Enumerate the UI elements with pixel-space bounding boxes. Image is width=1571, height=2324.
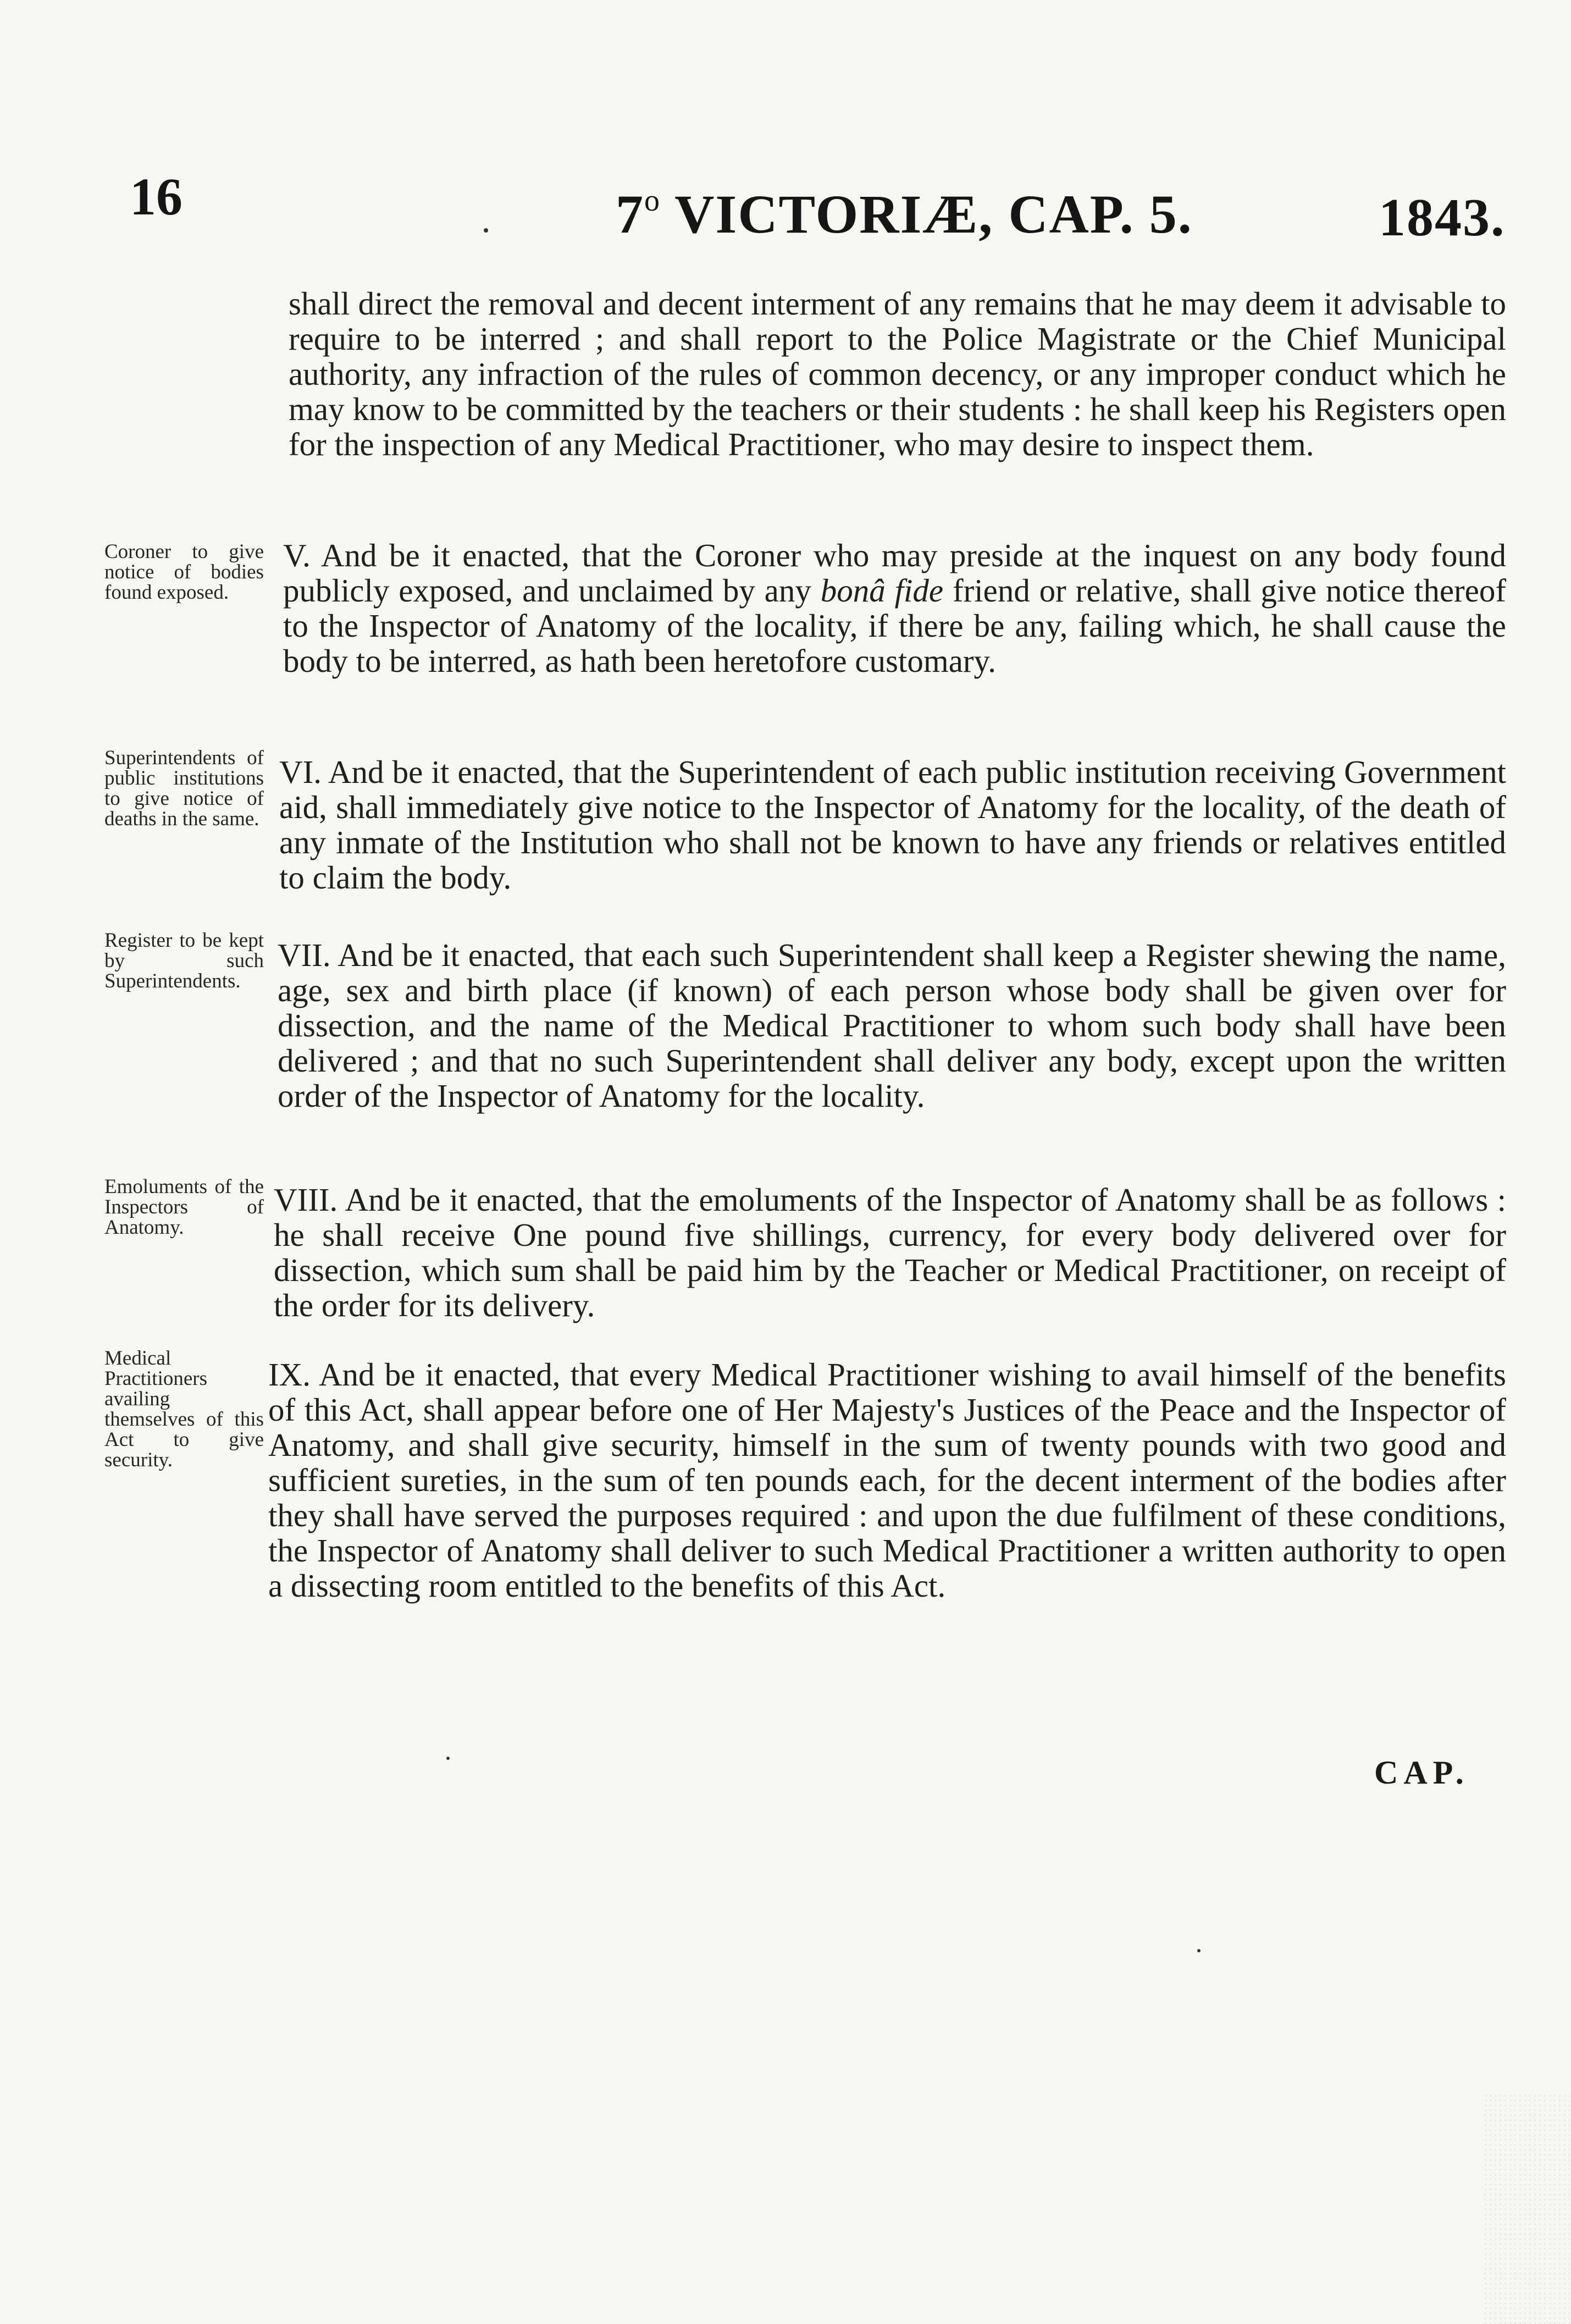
ink-speck — [484, 228, 488, 233]
section-v-italic: bonâ fide — [820, 572, 944, 609]
running-title — [616, 183, 1193, 246]
section-viii-paragraph: VIII. And be it enacted, that the emoluments of the Inspector of Anatomy shall be as follows : he shall receive One pound five shillings, currency, for every body delivered over for dissection, which sum shall be paid him by the Teacher or Medical Practitioner, on receipt of the order for its delivery. — [274, 1182, 1506, 1323]
title-superscript: o — [644, 184, 661, 218]
margin-note-vii: Register to be kept by such Superintendents. — [104, 929, 264, 992]
page-number: 16 — [130, 167, 182, 226]
continuation-paragraph: shall direct the removal and decent interment of any remains that he may deem it advisable to require to be interred ; and shall report to the Police Magistrate or the Chief Municipal authority, any infraction of the rules of common decency, or any improper conduct which he may know to be committed by the teachers or their students : he shall keep his Registers open for the inspection of any Medical Practitioner, who may desire to inspect them. — [289, 285, 1506, 462]
section-vii-paragraph: VII. And be it enacted, that each such Superintendent shall keep a Register shewing the name, age, sex and birth place (if known) of each person whose body shall be given over for dissection, and the name of the Medical Practitioner to whom such body shall have been delivered ; and that no such Superintendent shall deliver any body, except upon the written order of the Inspector of Anatomy for the locality. — [278, 937, 1506, 1114]
section-v-paragraph — [283, 538, 1506, 678]
margin-note-vi: Superintendents of public institutions to give notice of deaths in the same. — [104, 747, 264, 830]
catchword: CAP. — [1374, 1754, 1469, 1791]
running-year: 1843. — [1379, 188, 1506, 247]
section-ix-paragraph: IX. And be it enacted, that every Medical Practitioner wishing to avail himself of the benefits of this Act, shall appear before one of Her Majesty's Justices of the Peace and the Inspector of Anatomy, and shall give security, himself in the sum of twenty pounds with two good and sufficient sureties, in the sum of ten pounds each, for the decent interment of the bodies after they shall have served the purposes required : and upon the due fulfilment of these conditions, the Inspector of Anatomy shall deliver to such Medical Practitioner a written authority to open a dissecting room entitled to the benefits of this Act. — [268, 1356, 1506, 1604]
section-v-text-a: V. And be it enacted, that the Coroner who may preside at the inquest on any body found publicly exposed, and unclaimed by any — [283, 537, 1506, 609]
ink-speck — [446, 1757, 450, 1760]
margin-note-v: Coroner to give notice of bodies found exposed. — [104, 540, 264, 604]
title-text: VICTORIÆ, CAP. 5. — [674, 184, 1193, 245]
title-prefix: 7 — [616, 184, 644, 245]
ink-speck — [1197, 1949, 1201, 1952]
section-vi-paragraph: VI. And be it enacted, that the Superintendent of each public institution receiving Government aid, shall immediately give notice to the Inspector of Anatomy for the locality, of the death of any inmate of the Institution who shall not be known to have any friends or relatives entitled to claim the body. — [279, 754, 1506, 896]
margin-note-ix: Medical Practitioners availing themselves of this Act to give security. — [104, 1347, 264, 1471]
margin-note-viii: Emoluments of the Inspectors of Anatomy. — [104, 1175, 264, 1239]
paper-texture — [1483, 2093, 1571, 2324]
section-v-text-b: friend or relative, shall give notice thereof to the Inspector of Anatomy of the locality, if there be any, failing which, he shall cause the body to be interred, as hath been heretofore customary. — [283, 572, 1506, 679]
